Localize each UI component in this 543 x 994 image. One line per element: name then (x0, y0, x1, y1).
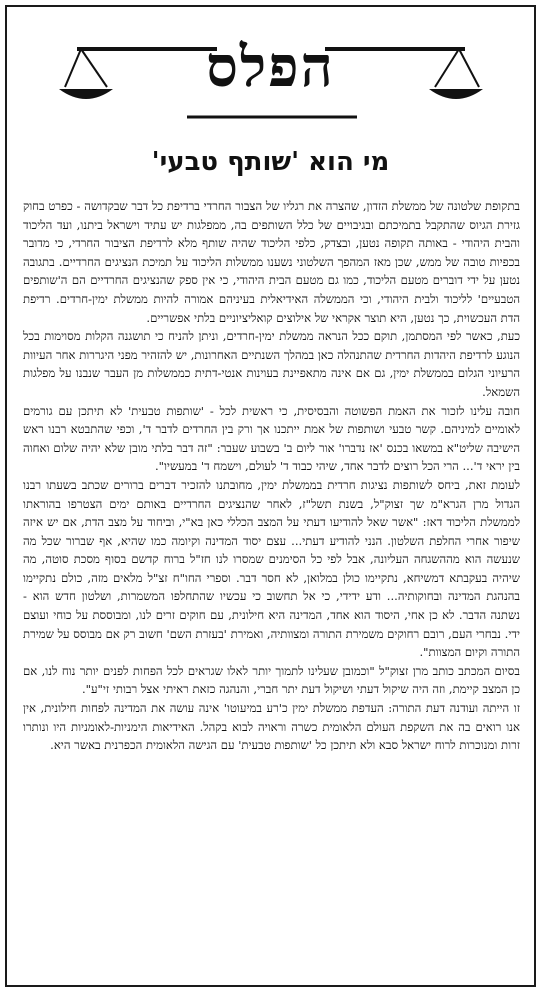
paragraph: חובה עלינו לזכור את האמת הפשוטה והבסיסית, כי ראשית לכל - 'שותפות טבעית' לא תיתכן עם גורמים לאומיים למיניהם. קשר טבעי ושותפות של אמת ייתכנו אך ורק בין החרדים לדבר ד', וכפי שהתבטא רבנו ראש הישיבה שליט"א במשאו בכנס 'אז נדברו' אור ליום ב' בשבוע שעבר: "זה דבר בלתי מובן שלא יהיה שלום ואחוה בין יראי ד'... הרי הכל רוצים לדבר אחד, שיהי כבוד ד' לעולם, וישמח ד' במעשיו". (23, 403, 520, 474)
paragraph: לעומת זאת, ביחס לשותפות נציגות חרדית בממשלת ימין, מחובתנו להזכיר דברים ברורים שכתב בשעתו רבנו הגדול מרן הגרא"מ שך זצוק"ל, בשנת תשל"ז, לאחר שהנציגים החרדיים באותם ימים הצטרפו בהוראתו לממשלת הליכוד דאז: "אשר שאל להודיעו דעתי על המצב הכללי כאן בא"י, וביחוד על מצב הדת, אם יש איזה שיפור אחרי החלפת השלטון. הנני להודיע דעתי... עצם יסוד המדינה וקיומה כמו שהיא, אף שברור שכל מה שנעשה הוא מההשגחה העליונה, אבל לפי כל הסימנים שמסרו לנו חז"ל ברוח קדשם בסוף מסכת סוטה, מה שיהיה בעקבתא דמשיחא, נתקיימו כולן במלואן, לא חסר דבר. וספרי החו"ח זצ"ל מלאים מזה, כולם נתקיימו בהנהגת המדינה ובחוקותיה... ודע ידידי, כי אל תחשוב כי עכשיו שהתחלפו המשמרות, ושלטון חדש הוא - נשתנה הדבר. לא כן אחי, היסוד הוא אחד, המדינה היא חילונית, עם חוקים זרים לנו, ומבוססת על כוחי ועוצם ידי. נבחרי העם, רובם רחוקים משמירת התורה ומצוותיה, ואמירת 'בעזרת השם' חשוב רק אם מבוסס על שמירת התורה וקיום המצוות". (23, 477, 520, 660)
masthead-title: הפלס (206, 34, 335, 100)
article-body (23, 197, 520, 755)
paragraph: כעת, כאשר לפי המסתמן, תוקם ככל הנראה ממשלת ימין-חרדים, וניתן להניח כי תושגנה הקלות מסוימות בכל הנוגע לרדיפת היהדות החרדית שהתנהלה כאן במהלך השנתיים האחרונות, יש להזהיר מפני היגררות אחר העיוות הרעיוני הגלום בממשלת ימין, גם אם אינה מתאפיינת בעוינות אנטי-דתית כממשלות מן העבר שנבנו על מפלגות השמאל. (23, 329, 520, 399)
headline: מי הוא 'שותף טבעי' (151, 147, 390, 177)
paragraph: בתקופת שלטונה של ממשלת הזדון, שהצרה את רגליו של הצבור החרדי ברדיפת כל דבר שבקדושה - כפרט בחוק גזירת הגיוס שהתקבל בתמיכתם ובגיבויים של כלל השותפים בה, ממפלגות יש עתיד וישראל ביתנו, ועד הליכוד והבית היהודי - באותה תקופה נטען, ובצדק, כלפי הליכוד שהיה שותף מלא לרדיפת הציבור החרדי, כי מדובר בכפיות טובה של ממש, שכן מאז המהפך השלטוני נשענו ממשלות הליכוד על תמיכת הנציגים החרדיים. בתגובה נטען על ידי דוברים מטעם הליכוד, כמו גם מטעם הבית היהודי, כי אין ספק שהנציגים החרדיים הם ה'שותפים הטבעיים' לליכוד ולבית היהודי, וכי הממשלה האידיאלית בעיניהם אמורה להיות ממשלת ימין-חרדים. רדיפת הדת העכשוית, כך נטען, היא תוצר אקראי של אילוצים קואליציוניים בלתי אפשריים. (23, 199, 520, 325)
page-frame (5, 5, 536, 987)
paragraph: זו הייתה ועודנה דעת התורה: העדפת ממשלת ימין כ'רע במיעוטו' אינה עושה את המדינה לפחות חילונית, אין אנו רואים בה את השקפת העולם הלאומית כשרה וראויה לבוא בקהל. האידיאות הימניות-לאומניות היו ונותרו זרות ומנוכרות לרוח ישראל סבא ולא תיתכן כל 'שותפות טבעית' עם הגישה הלאומית הכפרנית באשר היא. (23, 701, 520, 753)
masthead (7, 31, 534, 123)
paragraph: בסיום המכתב כותב מרן זצוק"ל "וכמובן שעלינו לתמוך יותר לאלו שגראים לכל הפחות לפנים יותר נוח לנו, אם כן המצב קיימת, וזה היה שיקול דעתי ושיקול דעת יתר חברי, והנהגה כזאת ראיתי אצל רבותי זי"ע". (23, 663, 520, 697)
